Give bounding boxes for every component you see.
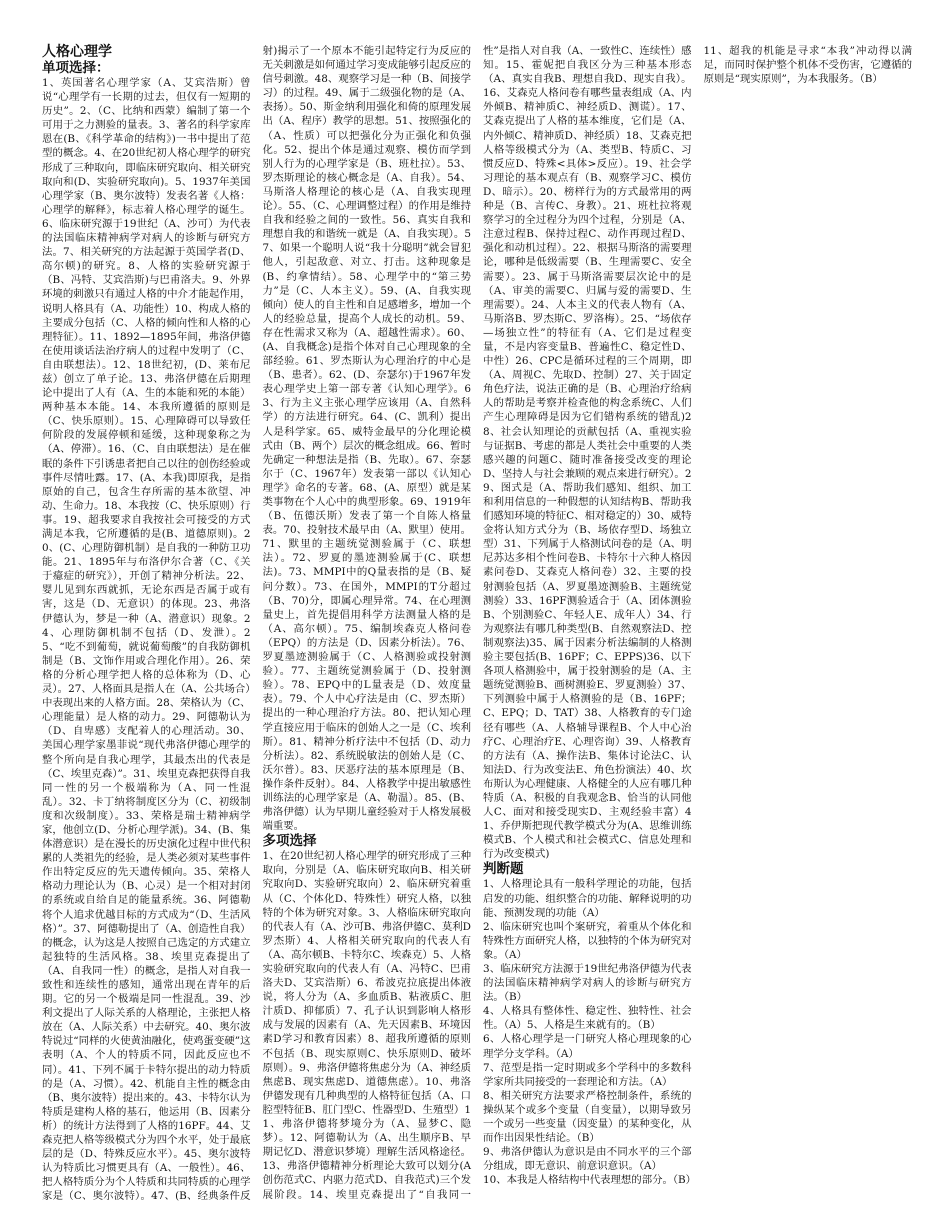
judgment-item: 6、人格心理学是一门研究人格心理现象的心理学分支学科。（A） bbox=[483, 1033, 692, 1060]
single-choice-text: 1、英国著名心理学家（A、艾宾浩斯）曾说“心理学有一长期的过去，但仅有一短期的历史”。2、（C、比纳和西蒙）编制了第一个可用于之力测验的量表。3、著名的科学家库恩在(B、《科学革命的结构》)一书中提出了范型的概念。4、在20世纪初人格心理学的研究形成了三种取向，即临床研究取向、相关研究取向和(D、实验研究取向)。5、1937年美国心理学家（B、奥尔波特）发表名著《人格：心理学的解释》，标志着人格心理学的诞生。6、临床研究源于19世纪（A、沙可）为代表的法国临床精神病学对病人的诊断与研究方法。7、相关研究的方法起源于英国学者(D、高尔顿)的研究。8、人格的实验研究源于（B、冯特、艾宾浩斯)与巴甫洛夫。9、外界环境的刺激只有通过人格的中介才能起作用，说明人格具有（A、功能性）10、构成人格的主要成分包括（C、人格的倾向性和人格的心理特征）。11、1892—1895年间，弗洛伊德在使用谈话法治疗病人的过程中发明了（C、自由联想法）。12、18世纪初，(D、莱布尼兹）创立了单子论。13、弗洛伊德在后期理论中提出了人有（A、生的本能和死的本能）两种基本本能。14、本我所遵循的原则是（C、快乐原则）。15、心理障碍可以导致任何阶段的发展停顿和延缓，这种现象称之为（A、停滞）。16、（C、自由联想法）是在催眠的条件下引诱患者把自己以往的创伤经验或事件尽情吐露。17、(A、本我)即原我，是指原始的自己，包含生存所需的基本欲望、冲动、生命力。18、本我按（C、快乐原则）行事。19、超我要求自我按社会可接受的方式满足本我，它所遵循的是(B、道德原则)。20、(C、心理防御机制）是自我的一种防卫功能。21、1895年与布洛伊尔合著（C、《关于癔症的研究》），开创了精神分析法。22、婴儿见到东西就抓，无论东西是否属于或有害，这是（D、无意识）的体现。23、弗洛伊德认为，梦是一种（A、潜意识）现象。24、心理防御机制不包括（D、发泄）。25、“吃不到葡萄，就说葡萄酸”的自我防御机制是（B、文饰作用或合理化作用）。26、荣格的分析心理学把人格的总体称为（D、心灵）。27、人格面具是指人在（A、公共场合）中表现出来的人格方面。28、荣格认为（C、心理能量）是人格的动力。29、阿德勒认为（D、自卑感）支配着人的心理活动。30、美国心理学家墨菲说“现代弗洛伊德心理学的整个所向是自我心理学，其最杰出的代表是（C、埃里克森）”。31、埃里克森把获得自我同一性的另一个极端称为（A、同一性混乱）。32、卡丁纳将制度区分为（C、初级制度和次级制度）。33、荣格是瑞士精神病学家，他创立(D、分析心理学派)。34、(B、集体潜意识）是在漫长的历史演化过程中世代积累的人类祖先的经验，是人类必须对某些事件作出特定反应的先天遗传倾向。35、荣格人格动力理论认为（B、心灵）是一个相对封闭的系统或自给自足的能量系统。36、阿德勒将个人追求优越目标的方式成为“（D、生活风格）”。37、阿德勒提出了（A、创造性自我）的概念，认为这是人按照自己选定的方式建立起独特的生活风格。38、埃里克森提出了（A、自我同一性）的概念，是指人对自我一致性和连续性的感知，通常出现在青年的后期。它的另一个极端是同一性混乱。39、沙利文提出了人际关系的人格理论，主张把人格放在（A、人际关系）中去研究。40、奥尔波特说过“同样的火使黄油融化，使鸡蛋变硬”这表明（A、个人的特质不同，因此反应也不同）。41、下列不属于卡特尔提出的动力特质的是（A、习惯）。42、机能自主性的概念由（B、奥尔波特）提出来的。43、卡特尔认为特质是建构人格的基石，他运用（B、因素分析）的统计方法得到了人格的16PF。44、艾森克把人格等级模式分为四个水平，处于最底层的是（D、特殊反应水平）。45、奥尔波特认为特质比习惯更具有（A、一般性）。46、把人格特质分为个人特质和共同特质的心理学家是（C、奥尔波特）。47、(B、经典条件反射)揭示了一个原本不能引起特定行为反应的无关刺激是如何通过学习变成能够引起反应的信号刺激。48、观察学习是一种（B、间接学习）的过程。49、属于二级强化物的是（A、表扬）。50、斯金纳利用强化和倚的原理发展出（A、程序）教学的思想。51、按照强化的（A、性质）可以把强化分为正强化和负强化。52、提出个体是通过观察、模仿而学到别人行为的心理学家是（B、班杜拉）。53、罗杰斯理论的核心概念是（A、自我）。54、马斯洛人格理论的核心是（A、自我实现理论）。55、（C、心理调整过程）的作用是维持自我和经验之间的一致性。56、真实自我和理想自我的和谐统一就是（A、自我实现）。57、如果一个聪明人说“我十分聪明”就会冒犯他人，引起敌意、对立、打击。这种现象是(B、约拿情结）。58、心理学中的“第三势力”是（C、人本主义）。59、(A、自我实现倾向）使人的自主性和自足感增多，增加一个人的经验总量，提高个人成长的动机。59、存在性需求又称为（A、超越性需求）。60、(A、自我概念)是指个体对自己心理现象的全部经验。61、罗杰斯认为心理治疗的中心是（B、患者）。62、(D、奈瑟尔)于1967年发表心理学史上第一部专著《认知心理学》。63、行为主义主张心理学应该用（A、自然科学）的方法进行研究。64、(C、凯利）提出人是科学家。65、威特金最早的分化理论模式由（B、两个）层次的概念组成。66、暂时先确定一种想法是指（B、先取）。67、奈瑟尔于（C、1967年）发表第一部以《认知心理学》命名的专著。68、(A、原型）就是某类事物在个人心中的典型形象。69、1919年（B、伍德沃斯）发表了第一个自陈人格量表。70、投射技术最早由（A、默里）使用。71、默里的主题统觉测验属于（C、联想法）。72、罗夏的墨迹测验属于(C、联想法)。73、MMPI中的Q量表指的是（B、疑问分数）。73、在国外，MMPI的T分超过（B、70)分，即属心理异常。74、在心理测量史上，首先提倡用科学方法测量人格的是（A、高尔顿）。75、编制埃森克人格问卷（EPQ）的方法是（D、因素分析法）。76、罗夏墨迹测验属于（C、人格测验或投射测验）。77、主题统觉测验属于（D、投射测验）。78、EPQ中的L量表是（D、效度量表）。79、个人中心疗法是由（C、罗杰斯）提出的一种心理治疗方法。80、把认知心理学直接应用于临床的创始人之一是（C、埃利斯）。81、精神分析疗法中不包括（D、动力分析法）。82、系统脱敏法的创始人是（C、沃尔普）。83、厌恶疗法的基本原理是（B、操作条件反射）。84、人格教学中提出敏感性训练法的心理学家是（A、勒温）。85、(B、弗洛伊德）认为早期儿童经验对于人格发展极端重要。 bbox=[42, 45, 471, 1203]
multiple-choice-text: 1、在20世纪初人格心理学的研究形成了三种取向，分别是（A、临床研究取向B、相关研究取向D、实验研究取向）2、临床研究着重从（C、个体化D、特殊性）研究人格，以独特的个体为研究对象。3、人格临床研究取向的代表人有（A、沙可B、弗洛伊德C、莫利D罗杰斯）4、人格相关研究取向的代表人有（A、高尔顿B、卡特尔C、埃森克）5、人格实验研究取向的代表人有（A、冯特C、巴甫洛夫D、艾宾浩斯）6、希波克拉底提出体液说，将人分为（A、多血质B、粘液质C、胆汁质D、抑郁质）7、孔子认识到影响人格形成与发展的因素有（A、先天因素B、环境因素D学习和教育因素）8、超我所遵循的原则不包括（B、现实原则C、快乐原则D、破坏原则）。9、弗洛伊德将焦虑分为（A、神经质焦虑B、现实焦虑D、道德焦虑）。10、弗洛伊德发现有几种典型的人格特征包括（A、口腔型特征B、肛门型C、性器型D、生殖型）11、弗洛伊德将梦境分为（A、显梦C、隐梦）。12、阿德勒认为（A、出生顺序B、早期记忆D、潜意识梦境）理解生活风格途径。13、弗洛伊德精神分析理论大致可以划分(A创伤范式C、内驱力范式D、自我范式)三个发展阶段。14、埃里克森提出了“自我同一性”是指人对自我（A、一致性C、连续性）感知。15、霍妮把自我区分为三种基本形态（A、真实自我B、理想自我D、现实自我）。16、艾森克人格问卷有哪些量表组成（A、内外倾B、精神质C、神经质D、测谎）。17、艾森克提出了人格的基本维度，它们是（A、内外倾C、精神质D、神经质）18、艾森克把人格等级模式分为（A、类型B、特质C、习惯反应D、特殊<具体>反应）。19、社会学习理论的基本观点有（B、观察学习C、模仿D、暗示）。20、榜样行为的方式最常用的两种是（B、言传C、身教）。21、班杜拉将观察学习的全过程分为四个过程，分别是（A、注意过程B、保持过程C、动作再现过程D、强化和动机过程）。22、根据马斯洛的需要理论，哪种是低级需要（B、生理需要C、安全需要）。23、属于马斯洛需要层次论中的是（A、审美的需要C、归属与爱的需要D、生理需要）。24、人本主义的代表人物有（A、马斯洛B、罗杰斯C、罗洛梅）。25、“场依存—场独立性”的特征有（A、它们是过程变量，不是内容变量B、普遍性C、稳定性D、中性）26、CPC是循环过程的三个周期，即（A、周视C、先取D、控制）27、关于固定角色疗法，说法正确的是（B、心理治疗给病人的帮助是考察并检查他的构念系统C、人们产生心理障碍是因为它们错构系统的错乱)28、社会认知理论的贡献包括（A、重视实验与证据B、考虑的都是人类社会中重要的人类感兴趣的问题C、随时准备接受改变的理论D、坚持人与社会兼顾的观点来进行研究）。29、图式是（A、帮助我们感知、组织、加工和利用信息的一种假想的认知结构B、帮助我们感知环境的特征C、相对稳定的）30、威特金将认知方式分为（B、场依存型D、场独立型）31、下列属于人格测试问卷的是（A、明尼苏达多相个性问卷B、卡特尔十六种人格因素问卷D、艾森克人格问卷）32、主要的投射测验包括（A、罗夏墨迹测验B、主题统觉测验）33、16PF测验适合于（A、团体测验B、个别测验C、年轻人E、成年人）34、行为观察法有哪几种类型(B、自然观察法D、控制观察法)35、属于因素分析法编制的人格测验主要包括(B、16PF；C、EPPS)36、以下各项人格测验中，属于投射测验的是（A、主题统觉测验B、画树测验E、罗夏测验）37、下列测验中属于人格测验的是（B、16PF；C、EPQ；D、TAT）38、人格教育的专门途径有哪些（A、人格辅导课程B、个人中心治疗C、心理治疗E、心理咨询）39、人格教育的方法有（A、操作法B、集体讨论法C、认知法D、行为改变法E、角色扮演法）40、坎布斯认为心理健康、人格健全的人应有哪几种特质（A、积极的自我观念B、恰当的认同他人C、面对和接受现实D、主观经验丰富）41、乔伊斯把现代教学模式分为(A、思维训练模式B、个人模式和社会模式C、信息处理和行为改变模式) bbox=[262, 45, 692, 1201]
judgment-item: 3、临床研究方法源于19世纪弗洛伊德为代表的法国临床精神病学对病人的诊断与研究方法。（B） bbox=[483, 963, 692, 1004]
document-page bbox=[42, 44, 912, 1214]
judgment-item: 7、范型是指一定时期或多个学科中的多数科学家所共同接受的一套理论和方法。（A） bbox=[483, 1061, 692, 1088]
section-heading-multiple-choice: 多项选择 bbox=[262, 833, 317, 850]
judgment-item: 10、本我是人格结构中代表理想的部分。（B） bbox=[483, 1174, 697, 1187]
document-title: 人格心理学 bbox=[42, 44, 112, 60]
section-heading-true-false: 判断题 bbox=[483, 861, 524, 878]
judgment-item: 4、人格具有整体性、稳定性、独特性、社会性。（A）5、人格是生来就有的。（B） bbox=[483, 1005, 692, 1032]
judgment-item: 8、相关研究方法要求严格控制条件，系统的操纵某个或多个变量（自变量），以期导致另一个或另一些变量（因变量）的某种变化，从而作出因果性结论。（B） bbox=[483, 1089, 692, 1145]
judgment-item: 2、临床研究也叫个案研究，着重从个体化和特殊性方面研究人格，以独特的个体为研究对象。（A） bbox=[483, 920, 692, 961]
judgment-item: 11、超我的机能是寻求“本我”冲动得以满足，而同时保护整个机体不受伤害，它遵循的原则是“现实原则”，为本我服务。（B） bbox=[703, 45, 912, 86]
judgment-item: 9、弗洛伊德认为意识是由不同水平的三个部分组成，即无意识、前意识意识。（A） bbox=[483, 1146, 692, 1173]
judgment-item: 1、人格理论具有一般科学理论的功能，包括启发的功能、组织整合的功能、解释说明的功能、预测发现的功能（A） bbox=[483, 878, 692, 919]
section-heading-single-choice: 单项选择： bbox=[42, 60, 110, 76]
